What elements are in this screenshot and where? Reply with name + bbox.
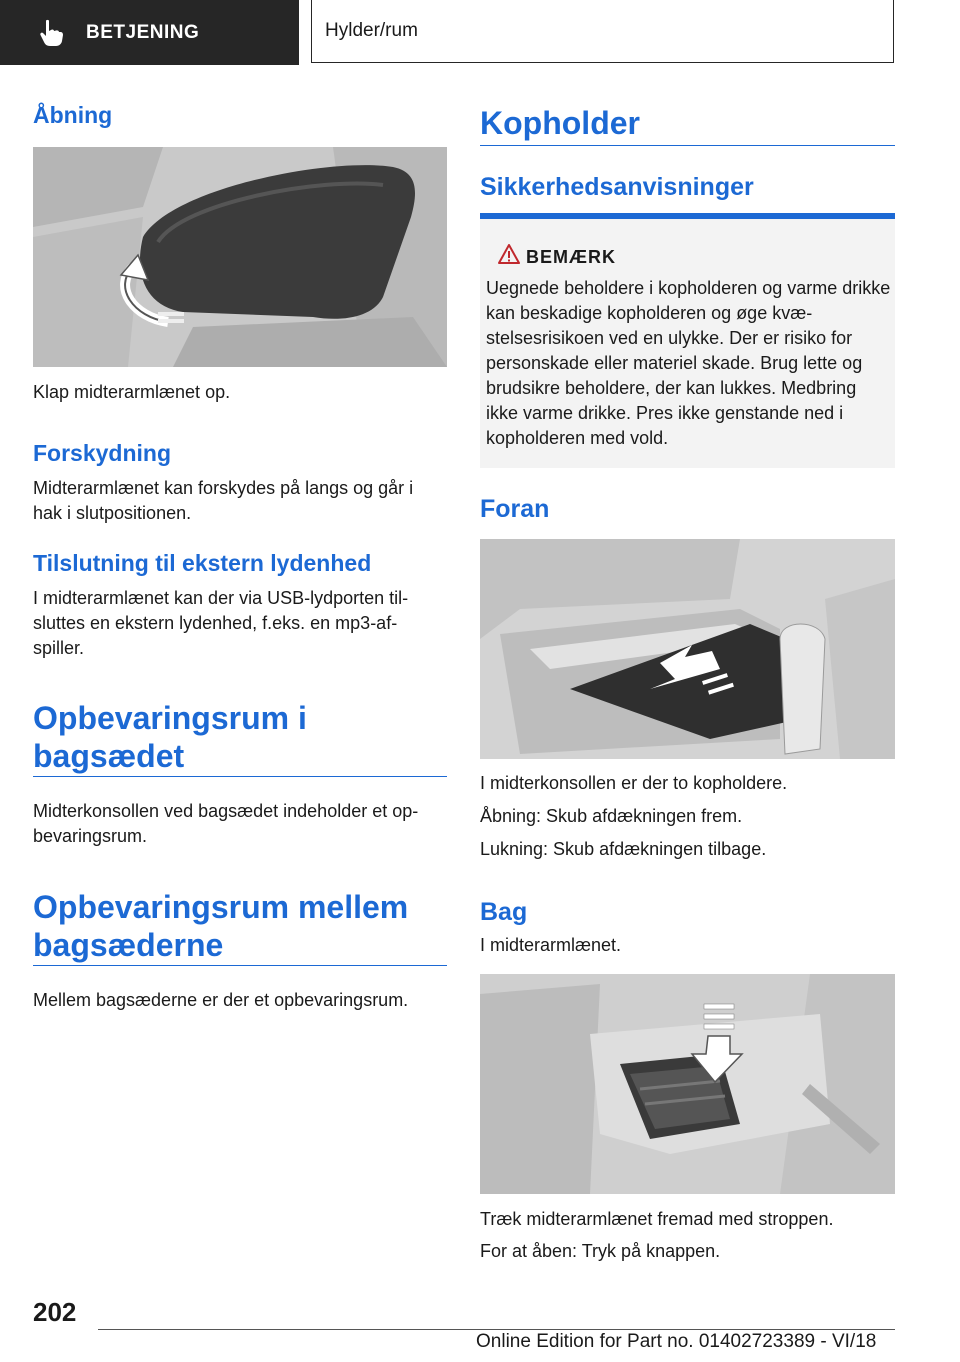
- front-cupholder-illustration: [480, 539, 895, 759]
- kopholder-heading: Kopholder: [480, 105, 640, 141]
- abning-caption: Klap midterarmlænet op.: [33, 382, 231, 402]
- tilslutning-text: I midterarmlænet kan der via USB-lydporten til-sluttes en ekstern lydenhed, f.eks. en mp3-af-spiller.: [33, 588, 409, 658]
- page-number: 202: [33, 1297, 77, 1327]
- opbev-bagsaedet-heading-1: Opbevaringsrum i: [33, 700, 307, 736]
- abning-heading: Åbning: [33, 102, 113, 128]
- foran-heading: Foran: [480, 495, 550, 523]
- bag-line-1: Træk midterarmlænet fremad med stroppen.: [480, 1209, 834, 1229]
- bag-text: I midterarmlænet.: [480, 935, 622, 955]
- notice-text: Uegnede beholdere i kopholderen og varme drikke kan beskadige kopholderen og øge kvæ-stelsesrisikoen ved en ulykke. Der er risiko for personskade eller materiel skade. Brug lette og brudsikre beholdere, der kan lukkes. Medbring ikke varme drikke. Pres ikke genstande ned i kopholderen med vold.: [486, 278, 891, 448]
- notice-title: BEMÆRK: [526, 247, 616, 267]
- section-rule: [33, 776, 447, 777]
- opbev-mellem-text: Mellem bagsæderne er der et opbevaringsrum.: [33, 990, 409, 1010]
- sikkerhed-heading: Sikkerhedsanvisninger: [480, 173, 754, 201]
- edition-text: Online Edition for Part no. 01402723389 - VI/18: [476, 1331, 877, 1352]
- opbev-mellem-heading-1: Opbevaringsrum mellem: [33, 889, 409, 925]
- armrest-open-illustration: [33, 147, 447, 367]
- section-rule: [33, 965, 447, 966]
- bag-line-2: For at åben: Tryk på knappen.: [480, 1241, 721, 1261]
- opbev-bagsaedet-text: Midterkonsollen ved bagsædet indeholder et op-bevaringsrum.: [33, 801, 419, 846]
- page-topic-box: [311, 0, 894, 63]
- notice-box: [480, 219, 895, 468]
- section-tab: [0, 0, 299, 65]
- page-topic: Hylder/rum: [325, 20, 418, 41]
- forskydning-heading: Forskydning: [33, 440, 172, 466]
- section-rule: [480, 145, 895, 146]
- section-label: BETJENING: [86, 21, 200, 43]
- opbev-bagsaedet-heading-2: bagsædet: [33, 738, 185, 774]
- foran-line-1: I midterkonsollen er der to kopholdere.: [480, 773, 788, 793]
- opbev-mellem-heading-2: bagsæderne: [33, 927, 224, 963]
- foran-line-3: Lukning: Skub afdækningen tilbage.: [480, 839, 767, 859]
- hand-pointer-icon: [38, 19, 64, 47]
- footer-rule: [98, 1329, 895, 1330]
- bag-heading: Bag: [480, 898, 528, 926]
- rear-cupholder-illustration: [480, 974, 895, 1194]
- tilslutning-heading: Tilslutning til ekstern lydenhed: [33, 550, 372, 576]
- foran-line-2: Åbning: Skub afdækningen frem.: [480, 806, 743, 826]
- warning-icon: [498, 243, 520, 265]
- forskydning-text: Midterarmlænet kan forskydes på langs og går i hak i slutpositionen.: [33, 478, 414, 523]
